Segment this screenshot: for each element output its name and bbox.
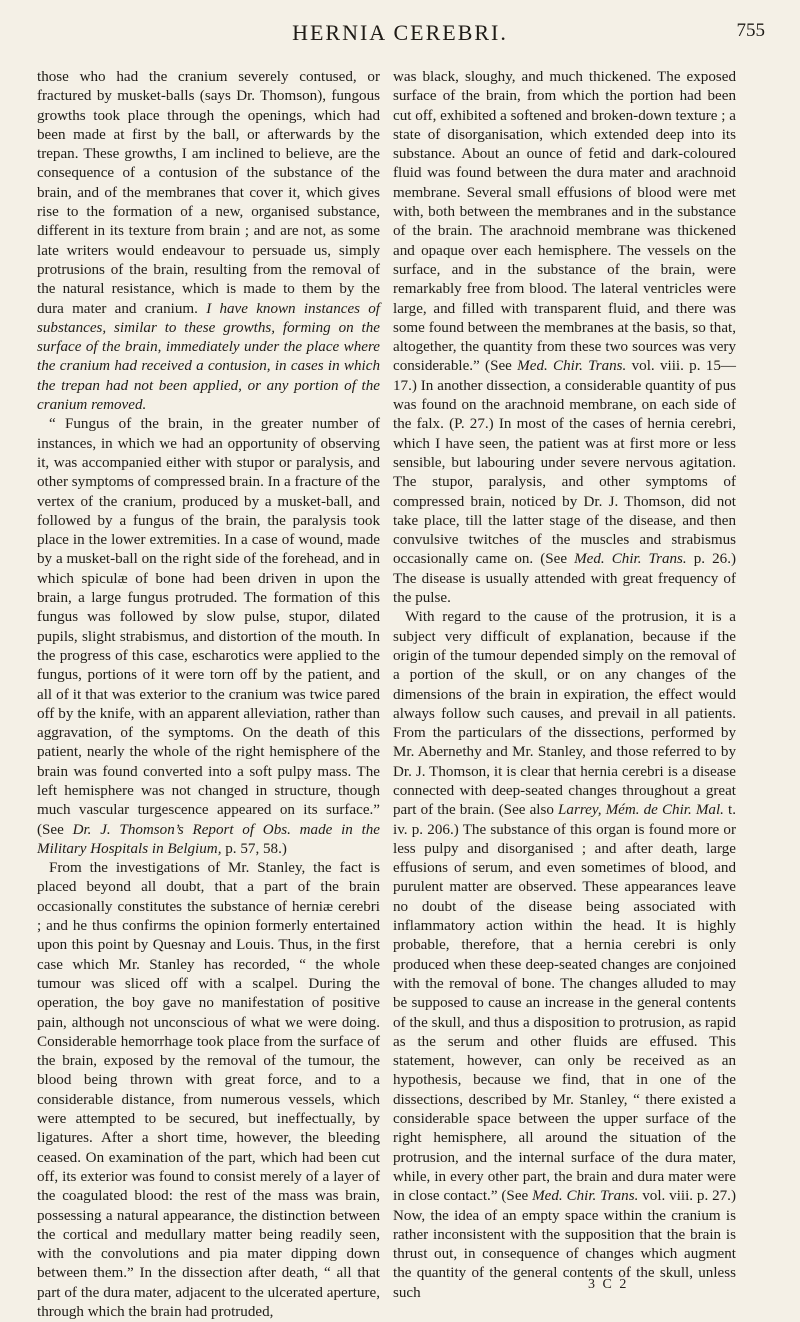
- right-column: [393, 68, 736, 1303]
- running-title: HERNIA CEREBRI.: [292, 20, 508, 45]
- paragraph: those who had the cranium severely contused, or fractured by musket-balls (says Dr. Thomson), fungous growths took place through the openings, which had been made at first by the ball, or afterwards by the trepan. These growths, I am inclined to believe, are the consequence of a contusion of the substance of the brain, and of the membranes that cover it, which gives rise to the formation of a new, organised substance, different in its texture from brain ; and are not, as some late writers would endeavour to persuade us, simply protrusions of the brain, resulting from the removal of the natural resistance, which is made to them by the dura mater and cranium. I have known instances of substances, similar to these growths, forming on the surface of the brain, immediately under the place where the cranium had received a contusion, in cases in which the trepan had not been applied, or any portion of the cranium removed.: [37, 69, 381, 414]
- page-number: 755: [736, 20, 765, 41]
- paragraph: was black, sloughy, and much thickened. The exposed surface of the brain, from which the portion had been cut off, exhibited a softened and broken-down texture ; a state of disorganisation, which extended deep into its substance. About an ounce of fetid and dark-coloured fluid was found between the dura mater and arachnoid membrane. Several small effusions of blood were met with, both between the membranes and in the substance of the brain. The arachnoid membrane was thickened and opaque over each hemisphere. The vessels on the surface, and in the substance of the brain, were remarkably free from blood. The lateral ventricles were large, and filled with transparent fluid, and there was some found between the membranes at the basis, so that, altogether, the quantity from these two sources was very considerable.” (See Med. Chir. Trans. vol. viii. p. 15—17.) In another dissection, a considerable quantity of pus was found on the arachnoid membrane, on each side of the falx. (P. 27.) In most of the cases of hernia cerebri, which I have seen, the patient was at first more or less sensible, but labouring under severe nervous agitation. The stupor, paralysis, and other symptoms of compressed brain, noticed by Dr. J. Thomson, did not take place, till the latter stage of the disease, and then convulsive twitches of the muscles and strabismus occasionally came on. (See Med. Chir. Trans. p. 26.) The disease is usually attended with great frequency of the pulse.: [393, 69, 736, 607]
- paragraph: “ Fungus of the brain, in the greater number of instances, in which we had an opportunity of observing it, was accompanied either with stupor or paralysis, and other symptoms of compressed brain. In a fracture of the vertex of the cranium, produced by a musket-ball, and followed by a fungus of the brain, the paralysis took place in the lower extremities. In a case of wound, made by a musket-ball on the right side of the forehead, and in which spiculæ of bone had been driven in upon the brain, a large fungus protruded. The formation of this fungus was followed by slow pulse, stupor, dilated pupils, slight strabismus, and distortion of the mouth. In the progress of this case, escharotics were applied to the fungus, portions of it were torn off by the patient, and all of it that was exterior to the cranium was twice pared off by the knife, with an apparent alleviation, rather than aggravation, of the symptoms. On the death of this patient, nearly the whole of the right hemisphere of the brain was found converted into a soft pulpy mass. The left hemisphere was not changed in structure, though much vascular turgescence appeared on its surface.” (See Dr. J. Thomson’s Report of Obs. made in the Military Hospitals in Belgium, p. 57, 58.): [37, 416, 381, 857]
- paragraph: With regard to the cause of the protrusion, it is a subject very difficult of explanation, because if the origin of the tumour depended simply on the removal of a portion of the skull, or on any changes of the dimensions of the brain in expiration, the effect would always follow such causes, and prevail in all patients. From the particulars of the dissections, performed by Mr. Abernethy and Mr. Stanley, and those referred to by Dr. J. Thomson, it is clear that hernia cerebri is a disease connected with deep-seated changes throughout a great part of the brain. (See also Larrey, Mém. de Chir. Mal. t. iv. p. 206.) The substance of this organ is found more or less pulpy and disorganised ; and after death, large effusions of serum, and even sometimes of blood, and purulent matter are observed. These appearances leave no doubt of the disease being associated with inflammatory action within the head. It is highly probable, therefore, that a hernia cerebri is only produced when these deep-seated changes are conjoined with the removal of bone. The changes alluded to may be supposed to cause an increase in the general contents of the skull, and thus a disposition to protrusion, as rapid as the serum and other fluids are effused. This statement, however, can only be received as an hypothesis, because we find, that in one of the dissections, described by Mr. Stanley, “ there existed a considerable space between the upper surface of the right hemisphere, all around the situation of the protrusion, and the internal surface of the dura mater, while, in every other part, the brain and dura mater were in close contact.” (See Med. Chir. Trans. vol. viii. p. 27.) Now, the idea of an empty space within the cranium is rather inconsistent with the supposition that the brain is thrust out, in consequence of changes which augment the quantity of the general contents of the skull, unless such: [393, 609, 737, 1301]
- left-column: [37, 68, 380, 1322]
- page-header: [35, 20, 765, 50]
- paragraph: From the investigations of Mr. Stanley, the fact is placed beyond all doubt, that a part of the brain occasionally constitutes the substance of herniæ cerebri ; and he thus confirms the opinion formerly entertained upon this point by Quesnay and Louis. Thus, in the first case which Mr. Stanley has recorded, “ the whole tumour was sliced off with a scalpel. During the operation, the boy gave no manifestation of positive pain, although not unconscious of what we were doing. Considerable hemorrhage took place from the surface of the brain, exposed by the removal of the tumour, the blood being thrown with great force, and to a considerable distance, from numerous vessels, which were attempted to be secured, but ineffectually, by ligatures. After a short time, however, the bleeding ceased. On examination of the part, which had been cut off, its exterior was found to consist merely of a layer of the coagulated blood: the rest of the mass was brain, possessing a natural appearance, the distinction between the cortical and medullary matter being readily seen, with the convolutions and pia mater dipping down between them.” In the dissection after death, “ all that part of the dura mater, adjacent to the ulcerated aperture, through which the brain had protruded,: [37, 860, 380, 1320]
- signature-mark: 3 C 2: [588, 1277, 629, 1292]
